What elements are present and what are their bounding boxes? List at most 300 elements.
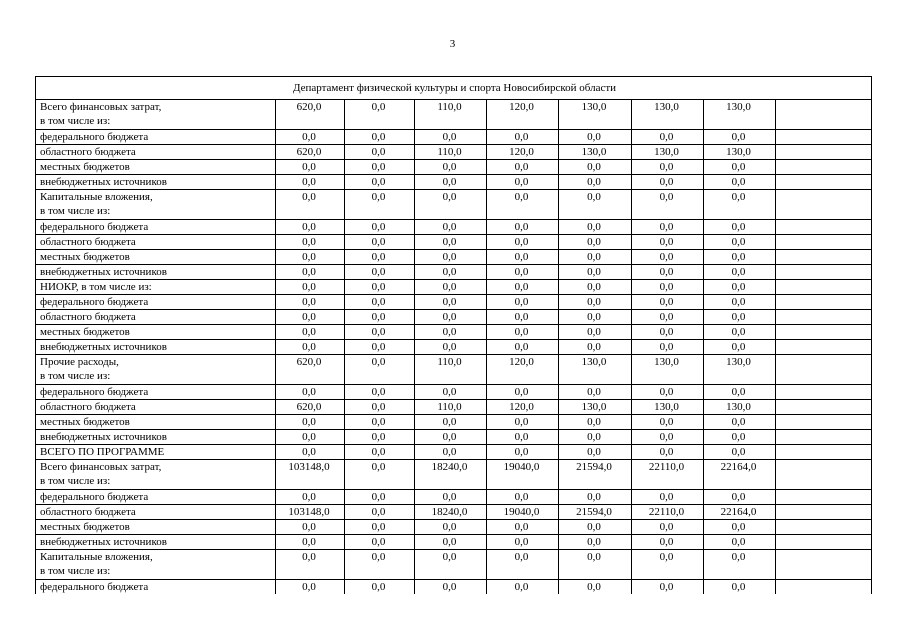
row-label-text: федерального бюджета <box>40 296 149 308</box>
value-cell <box>776 190 872 220</box>
row-label-text: местных бюджетов <box>40 326 130 338</box>
value-cell: 0,0 <box>487 385 559 400</box>
row-label <box>36 490 276 505</box>
value-cell <box>776 310 872 325</box>
value-cell <box>776 460 872 490</box>
value-cell: 110,0 <box>415 355 487 385</box>
value-cell: 18240,0 <box>415 460 487 490</box>
row-label <box>36 160 276 175</box>
value-cell: 0,0 <box>632 130 704 145</box>
row-label-text: Капитальные вложения, <box>40 191 153 203</box>
value-cell: 110,0 <box>415 145 487 160</box>
value-cell: 0,0 <box>345 415 415 430</box>
value-cell: 0,0 <box>487 310 559 325</box>
value-cell: 0,0 <box>632 490 704 505</box>
value-cell: 0,0 <box>704 325 776 340</box>
row-label <box>36 235 276 250</box>
value-cell: 0,0 <box>704 445 776 460</box>
table-row <box>36 265 872 280</box>
table-row <box>36 520 872 535</box>
table-row <box>36 235 872 250</box>
table-row <box>36 250 872 265</box>
table-row <box>36 535 872 550</box>
value-cell: 0,0 <box>276 265 345 280</box>
row-label-subtext: в том числе из: <box>40 205 111 217</box>
value-cell: 0,0 <box>345 355 415 385</box>
value-cell: 0,0 <box>704 415 776 430</box>
value-cell: 0,0 <box>276 175 345 190</box>
value-cell: 0,0 <box>559 430 632 445</box>
value-cell: 0,0 <box>559 175 632 190</box>
value-cell: 0,0 <box>704 385 776 400</box>
value-cell: 0,0 <box>345 175 415 190</box>
value-cell: 0,0 <box>276 385 345 400</box>
row-label-text: Прочие расходы, <box>40 356 119 368</box>
value-cell: 0,0 <box>487 520 559 535</box>
value-cell: 0,0 <box>704 535 776 550</box>
row-label-text: федерального бюджета <box>40 131 149 143</box>
value-cell: 0,0 <box>345 430 415 445</box>
value-cell: 0,0 <box>276 280 345 295</box>
value-cell: 22110,0 <box>632 460 704 490</box>
value-cell: 0,0 <box>704 490 776 505</box>
value-cell <box>776 175 872 190</box>
table-body <box>36 77 872 595</box>
row-label-subtext: в том числе из: <box>40 565 111 577</box>
value-cell: 130,0 <box>559 145 632 160</box>
value-cell: 0,0 <box>487 295 559 310</box>
value-cell: 0,0 <box>487 445 559 460</box>
value-cell: 18240,0 <box>415 505 487 520</box>
value-cell: 0,0 <box>559 580 632 595</box>
value-cell: 0,0 <box>415 130 487 145</box>
row-label-text: внебюджетных источников <box>40 341 167 353</box>
value-cell: 0,0 <box>276 325 345 340</box>
value-cell: 120,0 <box>487 355 559 385</box>
value-cell: 0,0 <box>632 175 704 190</box>
value-cell: 0,0 <box>632 415 704 430</box>
row-label-text: областного бюджета <box>40 506 136 518</box>
row-label-text: внебюджетных источников <box>40 176 167 188</box>
value-cell <box>776 295 872 310</box>
value-cell: 0,0 <box>276 535 345 550</box>
value-cell: 0,0 <box>487 190 559 220</box>
value-cell: 0,0 <box>704 520 776 535</box>
row-label <box>36 385 276 400</box>
value-cell <box>776 490 872 505</box>
value-cell: 0,0 <box>415 430 487 445</box>
value-cell: 0,0 <box>632 520 704 535</box>
value-cell: 0,0 <box>632 580 704 595</box>
table-row <box>36 310 872 325</box>
value-cell: 0,0 <box>559 280 632 295</box>
value-cell: 0,0 <box>415 445 487 460</box>
value-cell: 0,0 <box>415 295 487 310</box>
value-cell: 0,0 <box>487 535 559 550</box>
row-label <box>36 175 276 190</box>
value-cell: 0,0 <box>559 130 632 145</box>
value-cell <box>776 400 872 415</box>
value-cell: 0,0 <box>345 445 415 460</box>
value-cell: 0,0 <box>345 220 415 235</box>
row-label-text: местных бюджетов <box>40 251 130 263</box>
value-cell: 620,0 <box>276 355 345 385</box>
row-label-text: федерального бюджета <box>40 386 149 398</box>
row-label <box>36 340 276 355</box>
value-cell: 0,0 <box>704 295 776 310</box>
value-cell: 19040,0 <box>487 505 559 520</box>
value-cell: 110,0 <box>415 400 487 415</box>
value-cell: 0,0 <box>704 265 776 280</box>
value-cell: 0,0 <box>415 535 487 550</box>
row-label <box>36 550 276 580</box>
value-cell: 120,0 <box>487 100 559 130</box>
value-cell: 0,0 <box>345 325 415 340</box>
value-cell: 0,0 <box>345 385 415 400</box>
value-cell: 0,0 <box>632 250 704 265</box>
value-cell <box>776 580 872 595</box>
row-label <box>36 190 276 220</box>
value-cell: 0,0 <box>704 130 776 145</box>
value-cell: 0,0 <box>487 430 559 445</box>
page-number: 3 <box>449 38 456 50</box>
value-cell: 0,0 <box>632 310 704 325</box>
value-cell: 130,0 <box>704 355 776 385</box>
value-cell: 0,0 <box>704 175 776 190</box>
value-cell <box>776 445 872 460</box>
row-label-text: Всего финансовых затрат, <box>40 461 162 473</box>
value-cell: 0,0 <box>276 430 345 445</box>
row-label <box>36 250 276 265</box>
value-cell <box>776 325 872 340</box>
value-cell: 130,0 <box>559 355 632 385</box>
value-cell <box>776 520 872 535</box>
value-cell: 21594,0 <box>559 505 632 520</box>
value-cell <box>776 265 872 280</box>
value-cell <box>776 100 872 130</box>
value-cell: 0,0 <box>632 160 704 175</box>
value-cell: 0,0 <box>345 580 415 595</box>
table-row <box>36 190 872 220</box>
value-cell: 0,0 <box>704 280 776 295</box>
table-row <box>36 175 872 190</box>
value-cell: 0,0 <box>415 235 487 250</box>
value-cell: 0,0 <box>632 280 704 295</box>
value-cell: 0,0 <box>415 325 487 340</box>
value-cell: 0,0 <box>345 535 415 550</box>
value-cell: 0,0 <box>276 490 345 505</box>
value-cell: 103148,0 <box>276 505 345 520</box>
row-label <box>36 355 276 385</box>
value-cell: 0,0 <box>559 310 632 325</box>
row-label <box>36 580 276 595</box>
value-cell: 0,0 <box>345 310 415 325</box>
value-cell: 130,0 <box>632 145 704 160</box>
value-cell: 0,0 <box>487 250 559 265</box>
value-cell: 0,0 <box>632 220 704 235</box>
table-row <box>36 280 872 295</box>
table-row <box>36 445 872 460</box>
value-cell: 0,0 <box>559 385 632 400</box>
table-row <box>36 145 872 160</box>
value-cell: 0,0 <box>345 250 415 265</box>
value-cell: 0,0 <box>559 250 632 265</box>
value-cell: 0,0 <box>559 415 632 430</box>
table-row <box>36 490 872 505</box>
row-label-text: федерального бюджета <box>40 581 149 593</box>
value-cell: 0,0 <box>632 340 704 355</box>
row-label <box>36 325 276 340</box>
value-cell: 0,0 <box>415 385 487 400</box>
row-label <box>36 535 276 550</box>
row-label-text: Всего финансовых затрат, <box>40 101 162 113</box>
financing-table <box>35 76 872 594</box>
value-cell: 130,0 <box>559 100 632 130</box>
value-cell: 0,0 <box>276 250 345 265</box>
table-row <box>36 160 872 175</box>
value-cell: 0,0 <box>415 250 487 265</box>
value-cell: 0,0 <box>345 340 415 355</box>
row-label <box>36 280 276 295</box>
value-cell: 21594,0 <box>559 460 632 490</box>
value-cell: 103148,0 <box>276 460 345 490</box>
value-cell: 0,0 <box>415 160 487 175</box>
value-cell: 0,0 <box>415 340 487 355</box>
value-cell: 0,0 <box>487 130 559 145</box>
value-cell: 620,0 <box>276 145 345 160</box>
value-cell <box>776 235 872 250</box>
table-row <box>36 430 872 445</box>
value-cell: 0,0 <box>415 175 487 190</box>
value-cell: 0,0 <box>345 400 415 415</box>
row-label-text: федерального бюджета <box>40 491 149 503</box>
table-row <box>36 415 872 430</box>
value-cell: 0,0 <box>345 520 415 535</box>
table-row <box>36 355 872 385</box>
table-row <box>36 325 872 340</box>
value-cell: 0,0 <box>415 280 487 295</box>
value-cell: 120,0 <box>487 400 559 415</box>
value-cell: 0,0 <box>415 220 487 235</box>
value-cell <box>776 355 872 385</box>
value-cell: 0,0 <box>487 280 559 295</box>
value-cell: 0,0 <box>704 580 776 595</box>
value-cell: 0,0 <box>704 310 776 325</box>
value-cell <box>776 145 872 160</box>
value-cell: 0,0 <box>704 430 776 445</box>
value-cell: 0,0 <box>559 550 632 580</box>
value-cell <box>776 415 872 430</box>
value-cell: 0,0 <box>487 580 559 595</box>
value-cell: 0,0 <box>345 145 415 160</box>
row-label-text: ВСЕГО ПО ПРОГРАММЕ <box>40 446 165 458</box>
department-header: Департамент физической культуры и спорта Новосибирской области <box>36 77 872 100</box>
value-cell: 0,0 <box>276 520 345 535</box>
value-cell: 0,0 <box>415 490 487 505</box>
value-cell: 0,0 <box>487 340 559 355</box>
value-cell: 0,0 <box>487 265 559 280</box>
value-cell: 0,0 <box>345 505 415 520</box>
value-cell: 0,0 <box>415 190 487 220</box>
value-cell: 0,0 <box>345 280 415 295</box>
value-cell: 22164,0 <box>704 460 776 490</box>
value-cell <box>776 550 872 580</box>
value-cell: 130,0 <box>632 355 704 385</box>
value-cell: 0,0 <box>559 160 632 175</box>
row-label-text: Капитальные вложения, <box>40 551 153 563</box>
table-row <box>36 130 872 145</box>
department-header-row <box>36 77 872 100</box>
value-cell: 0,0 <box>276 340 345 355</box>
row-label <box>36 415 276 430</box>
row-label-subtext: в том числе из: <box>40 115 111 127</box>
value-cell: 0,0 <box>704 550 776 580</box>
value-cell: 0,0 <box>345 190 415 220</box>
value-cell: 0,0 <box>487 235 559 250</box>
value-cell: 0,0 <box>559 220 632 235</box>
value-cell <box>776 505 872 520</box>
row-label-text: НИОКР, в том числе из: <box>40 281 152 293</box>
value-cell: 0,0 <box>487 160 559 175</box>
value-cell: 0,0 <box>345 460 415 490</box>
value-cell <box>776 250 872 265</box>
value-cell: 0,0 <box>559 265 632 280</box>
row-label <box>36 460 276 490</box>
value-cell: 0,0 <box>559 295 632 310</box>
value-cell: 110,0 <box>415 100 487 130</box>
value-cell: 0,0 <box>704 190 776 220</box>
value-cell: 0,0 <box>276 415 345 430</box>
row-label-text: областного бюджета <box>40 311 136 323</box>
row-label-text: внебюджетных источников <box>40 536 167 548</box>
row-label-text: федерального бюджета <box>40 221 149 233</box>
table-row <box>36 220 872 235</box>
row-label-text: областного бюджета <box>40 146 136 158</box>
value-cell: 0,0 <box>276 190 345 220</box>
value-cell: 0,0 <box>487 550 559 580</box>
value-cell: 0,0 <box>345 100 415 130</box>
table-row <box>36 505 872 520</box>
row-label-subtext: в том числе из: <box>40 370 111 382</box>
value-cell: 130,0 <box>559 400 632 415</box>
value-cell: 0,0 <box>632 430 704 445</box>
value-cell: 0,0 <box>559 325 632 340</box>
row-label <box>36 310 276 325</box>
row-label <box>36 145 276 160</box>
value-cell: 0,0 <box>276 235 345 250</box>
value-cell <box>776 130 872 145</box>
value-cell: 0,0 <box>632 325 704 340</box>
value-cell <box>776 280 872 295</box>
value-cell: 130,0 <box>632 400 704 415</box>
value-cell: 0,0 <box>487 415 559 430</box>
row-label-text: областного бюджета <box>40 401 136 413</box>
value-cell: 0,0 <box>704 160 776 175</box>
value-cell: 0,0 <box>559 490 632 505</box>
value-cell: 130,0 <box>704 145 776 160</box>
row-label-text: внебюджетных источников <box>40 266 167 278</box>
value-cell: 0,0 <box>345 235 415 250</box>
value-cell: 22164,0 <box>704 505 776 520</box>
value-cell: 0,0 <box>704 220 776 235</box>
value-cell: 0,0 <box>345 490 415 505</box>
value-cell: 0,0 <box>559 520 632 535</box>
value-cell: 0,0 <box>415 580 487 595</box>
value-cell: 0,0 <box>487 220 559 235</box>
row-label <box>36 130 276 145</box>
value-cell: 0,0 <box>632 385 704 400</box>
value-cell: 0,0 <box>632 190 704 220</box>
value-cell <box>776 385 872 400</box>
table-row <box>36 460 872 490</box>
value-cell <box>776 535 872 550</box>
value-cell: 0,0 <box>559 190 632 220</box>
table-row <box>36 400 872 415</box>
value-cell: 0,0 <box>559 445 632 460</box>
value-cell <box>776 220 872 235</box>
value-cell: 620,0 <box>276 400 345 415</box>
table-row <box>36 385 872 400</box>
value-cell <box>776 160 872 175</box>
value-cell: 0,0 <box>632 445 704 460</box>
value-cell: 0,0 <box>276 310 345 325</box>
row-label-subtext: в том числе из: <box>40 475 111 487</box>
value-cell: 0,0 <box>415 415 487 430</box>
table-row <box>36 550 872 580</box>
table-row <box>36 295 872 310</box>
value-cell: 0,0 <box>276 580 345 595</box>
value-cell: 0,0 <box>559 535 632 550</box>
row-label-text: внебюджетных источников <box>40 431 167 443</box>
value-cell: 0,0 <box>487 175 559 190</box>
value-cell: 0,0 <box>415 550 487 580</box>
row-label <box>36 295 276 310</box>
row-label-text: местных бюджетов <box>40 416 130 428</box>
value-cell: 0,0 <box>345 550 415 580</box>
value-cell: 0,0 <box>345 295 415 310</box>
value-cell: 0,0 <box>415 520 487 535</box>
value-cell: 0,0 <box>704 250 776 265</box>
value-cell: 0,0 <box>276 130 345 145</box>
row-label <box>36 505 276 520</box>
row-label <box>36 430 276 445</box>
value-cell: 620,0 <box>276 100 345 130</box>
value-cell: 0,0 <box>632 295 704 310</box>
value-cell: 0,0 <box>276 550 345 580</box>
value-cell: 0,0 <box>415 265 487 280</box>
value-cell: 0,0 <box>704 340 776 355</box>
row-label <box>36 100 276 130</box>
value-cell: 0,0 <box>632 235 704 250</box>
value-cell: 19040,0 <box>487 460 559 490</box>
value-cell: 0,0 <box>276 295 345 310</box>
value-cell: 0,0 <box>487 490 559 505</box>
value-cell: 0,0 <box>276 220 345 235</box>
value-cell: 0,0 <box>632 265 704 280</box>
value-cell: 0,0 <box>345 160 415 175</box>
row-label-text: местных бюджетов <box>40 161 130 173</box>
row-label <box>36 220 276 235</box>
value-cell: 0,0 <box>345 265 415 280</box>
value-cell: 0,0 <box>276 160 345 175</box>
row-label <box>36 400 276 415</box>
value-cell: 0,0 <box>559 340 632 355</box>
value-cell: 0,0 <box>632 550 704 580</box>
value-cell: 22110,0 <box>632 505 704 520</box>
table-row <box>36 580 872 595</box>
value-cell: 0,0 <box>487 325 559 340</box>
value-cell: 0,0 <box>632 535 704 550</box>
